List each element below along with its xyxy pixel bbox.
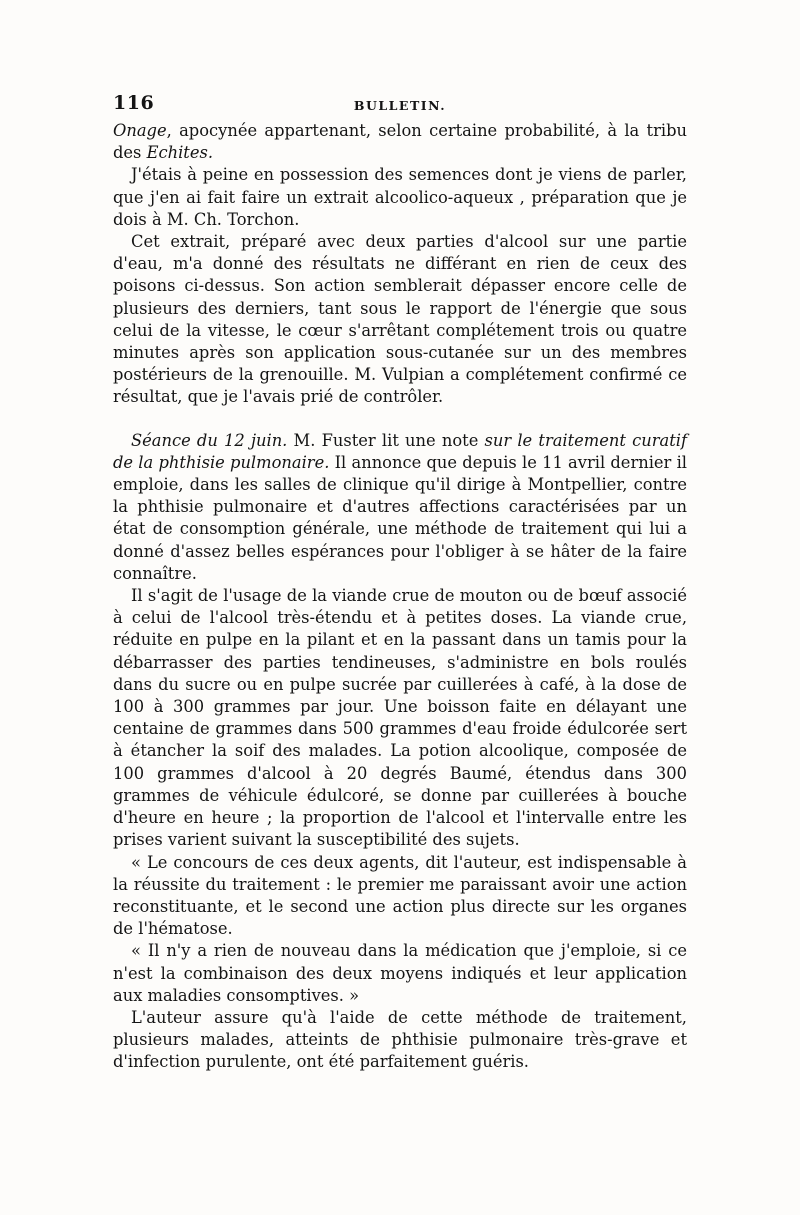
paragraph-conclusion [113, 1007, 687, 1074]
italic-note-title: sur le traitement curatif de la phthisie pulmonaire. [113, 430, 687, 472]
paragraph-text: Il s'agit de l'usage de la viande crue de mouton ou de bœuf associé à celui de l'alcool très-étendu et à petites doses. La viande crue, réduite en pulpe en la pilant et en la passant dans un tamis pour la débarrasser des parties tendineuses, s'administre en bols roulés dans du sucre ou en pulpe sucrée par cuillerées à café, à la dose de 100 à 300 grammes par jour. Une boisson faite en délayant une centaine de grammes dans 500 grammes d'eau froide édulcorée sert à étancher la soif des malades. La potion alcoolique, composée de 100 grammes d'alcool à 20 degrés Baumé, étendus dans 300 grammes de véhicule édulcoré, se donne par cuillerées à bouche d'heure en heure ; la proportion de l'alcool et l'intervalle entre les prises varient suivant la susceptibilité des sujets. [113, 586, 687, 850]
paragraph-text: « Il n'y a rien de nouveau dans la médication que j'emploie, si ce n'est la combinaison des deux moyens indiqués et leur application aux maladies consomptives. » [113, 941, 687, 1005]
paragraph-text: Il annonce que depuis le 11 avril dernier il emploie, dans les salles de clinique qu'il dirige à Montpellier, contre la phthisie pulmonaire et d'autres affections caractérisées par un état de consomption générale, une méthode de traitement qui lui a donné d'assez belles espérances pour l'obliger à se hâter de la faire connaître. [113, 452, 687, 583]
italic-genus-onage: Onage [113, 121, 167, 140]
paragraph-text: « Le concours de ces deux agents, dit l'auteur, est indispensable à la réussite du traitement : le premier me paraissant avoir une action reconstituante, et le second une action plus directe sur les organes de l'hématose. [113, 852, 687, 939]
running-title: BULLETIN. [353, 98, 447, 113]
body-text [113, 120, 687, 1074]
paragraph-seance [113, 430, 687, 585]
paragraph-text: L'auteur assure qu'à l'aide de cette méthode de traitement, plusieurs malades, atteints de phthisie pulmonaire très-grave et d'infection purulente, ont été parfaitement guéris. [113, 1007, 687, 1072]
book-page [113, 92, 687, 1074]
page-number: 116 [113, 92, 155, 114]
paragraph-text: , apocynée appartenant, selon certaine probabilité, à la tribu des [113, 121, 687, 163]
italic-session-date: Séance du 12 juin. [131, 430, 288, 450]
paragraph-results [113, 231, 687, 409]
paragraph-text: Cet extrait, préparé avec deux parties d'alcool sur une partie d'eau, m'a donné des résultats ne différant en rien de ceux des poisons ci-dessus. Son action semblerait dépasser encore celle de plusieurs des derniers, tant sous le rapport de l'énergie que sous celui de la vitesse, le cœur s'arrêtant complétement trois ou quatre minutes après son application sous-cutanée sur un des membres postérieurs de la grenouille. M. Vulpian a complétement confirmé ce résultat, que je l'avais prié de contrôler. [113, 232, 687, 407]
paragraph-treatment [113, 585, 687, 851]
paragraph-quote-agents [113, 852, 687, 941]
paragraph-quote-nouveau [113, 940, 687, 1007]
italic-tribe-echites: Echites. [146, 143, 213, 163]
paragraph-extract [113, 164, 687, 231]
paragraph-onage [113, 120, 687, 164]
paragraph-text: J'étais à peine en possession des semences dont je viens de parler, que j'en ai fait faire un extrait alcoolico-aqueux , préparation que je dois à M. Ch. Torchon. [113, 165, 687, 229]
running-head [113, 92, 687, 118]
paragraph-text: M. Fuster lit une note [287, 430, 485, 450]
